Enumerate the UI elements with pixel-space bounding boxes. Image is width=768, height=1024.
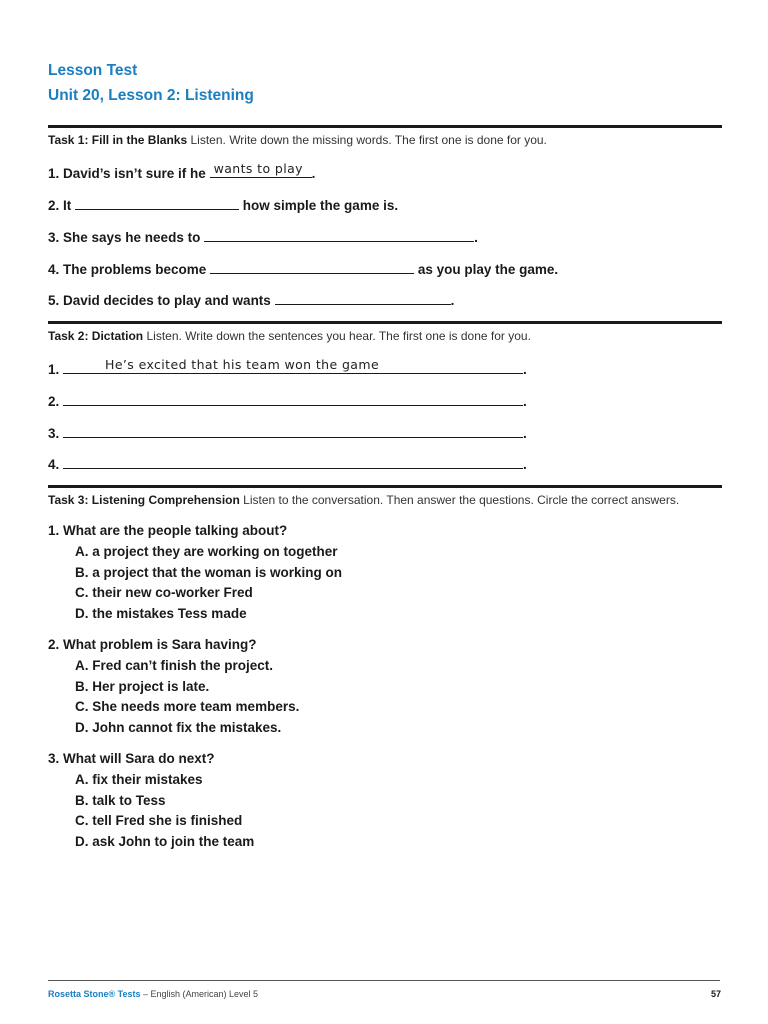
answer-blank[interactable]: [75, 195, 239, 210]
section-divider: [48, 321, 722, 324]
task3-label: Task 3: Listening Comprehension: [48, 493, 240, 507]
answer-blank[interactable]: [63, 391, 523, 406]
answer-option[interactable]: A. Fred can’t finish the project.: [75, 658, 274, 673]
section-divider: [48, 485, 722, 488]
answer-option[interactable]: B. Her project is late.: [75, 679, 210, 694]
task2-item: 4. .: [48, 454, 527, 472]
task2-instructions: Listen. Write down the sentences you hear. The first one is done for you.: [146, 329, 531, 343]
answer-blank[interactable]: [204, 227, 474, 242]
page-number: 57: [710, 989, 721, 999]
answer-option[interactable]: D. John cannot fix the mistakes.: [75, 720, 282, 735]
question: 2. What problem is Sara having?: [48, 637, 257, 652]
task2-item: 1. He’s excited that his team won the game .: [48, 357, 527, 377]
task1-item: 5. David decides to play and wants .: [48, 290, 454, 308]
answer-blank[interactable]: [63, 423, 523, 438]
footer-divider: [48, 980, 720, 981]
task1-item: 3. She says he needs to .: [48, 227, 478, 245]
page-title: Lesson Test: [48, 62, 138, 79]
answer-blank[interactable]: [63, 454, 523, 469]
answer-blank[interactable]: [63, 359, 523, 374]
task3-instructions: Listen to the conversation. Then answer the questions. Circle the correct answers.: [243, 493, 680, 507]
answer-option[interactable]: C. She needs more team members.: [75, 699, 300, 714]
task2-heading: [48, 329, 531, 343]
answer-option[interactable]: C. their new co-worker Fred: [75, 585, 253, 600]
footer-level: – English (American) Level 5: [140, 989, 259, 999]
page-subtitle: Unit 20, Lesson 2: Listening: [48, 87, 254, 104]
answer-option[interactable]: A. fix their mistakes: [75, 772, 203, 787]
task1-item: 1. David’s isn’t sure if he wants to play .: [48, 161, 316, 181]
task2-item: 2. .: [48, 391, 527, 409]
handwritten-answer: wants to play: [213, 161, 303, 176]
section-divider: [48, 125, 722, 128]
answer-blank[interactable]: [210, 163, 312, 178]
answer-option[interactable]: D. ask John to join the team: [75, 834, 255, 849]
answer-option[interactable]: D. the mistakes Tess made: [75, 606, 247, 621]
question: 1. What are the people talking about?: [48, 523, 288, 538]
answer-option[interactable]: B. talk to Tess: [75, 793, 166, 808]
footer-text: [48, 989, 258, 999]
answer-blank[interactable]: [210, 259, 414, 274]
task1-label: Task 1: Fill in the Blanks: [48, 133, 188, 147]
handwritten-answer: He’s excited that his team won the game: [105, 357, 380, 372]
task1-item: 2. It how simple the game is.: [48, 195, 398, 213]
answer-option[interactable]: A. a project they are working on together: [75, 544, 338, 559]
task1-heading: [48, 133, 547, 147]
task1-item: 4. The problems become as you play the game.: [48, 259, 558, 277]
answer-option[interactable]: B. a project that the woman is working on: [75, 565, 343, 580]
answer-blank[interactable]: [275, 290, 451, 305]
task1-instructions: Listen. Write down the missing words. The first one is done for you.: [190, 133, 547, 147]
task2-item: 3. .: [48, 423, 527, 441]
answer-option[interactable]: C. tell Fred she is finished: [75, 813, 243, 828]
task2-label: Task 2: Dictation: [48, 329, 144, 343]
footer-brand: Rosetta Stone® Tests: [48, 989, 141, 999]
question: 3. What will Sara do next?: [48, 751, 215, 766]
task3-heading: [48, 493, 679, 507]
